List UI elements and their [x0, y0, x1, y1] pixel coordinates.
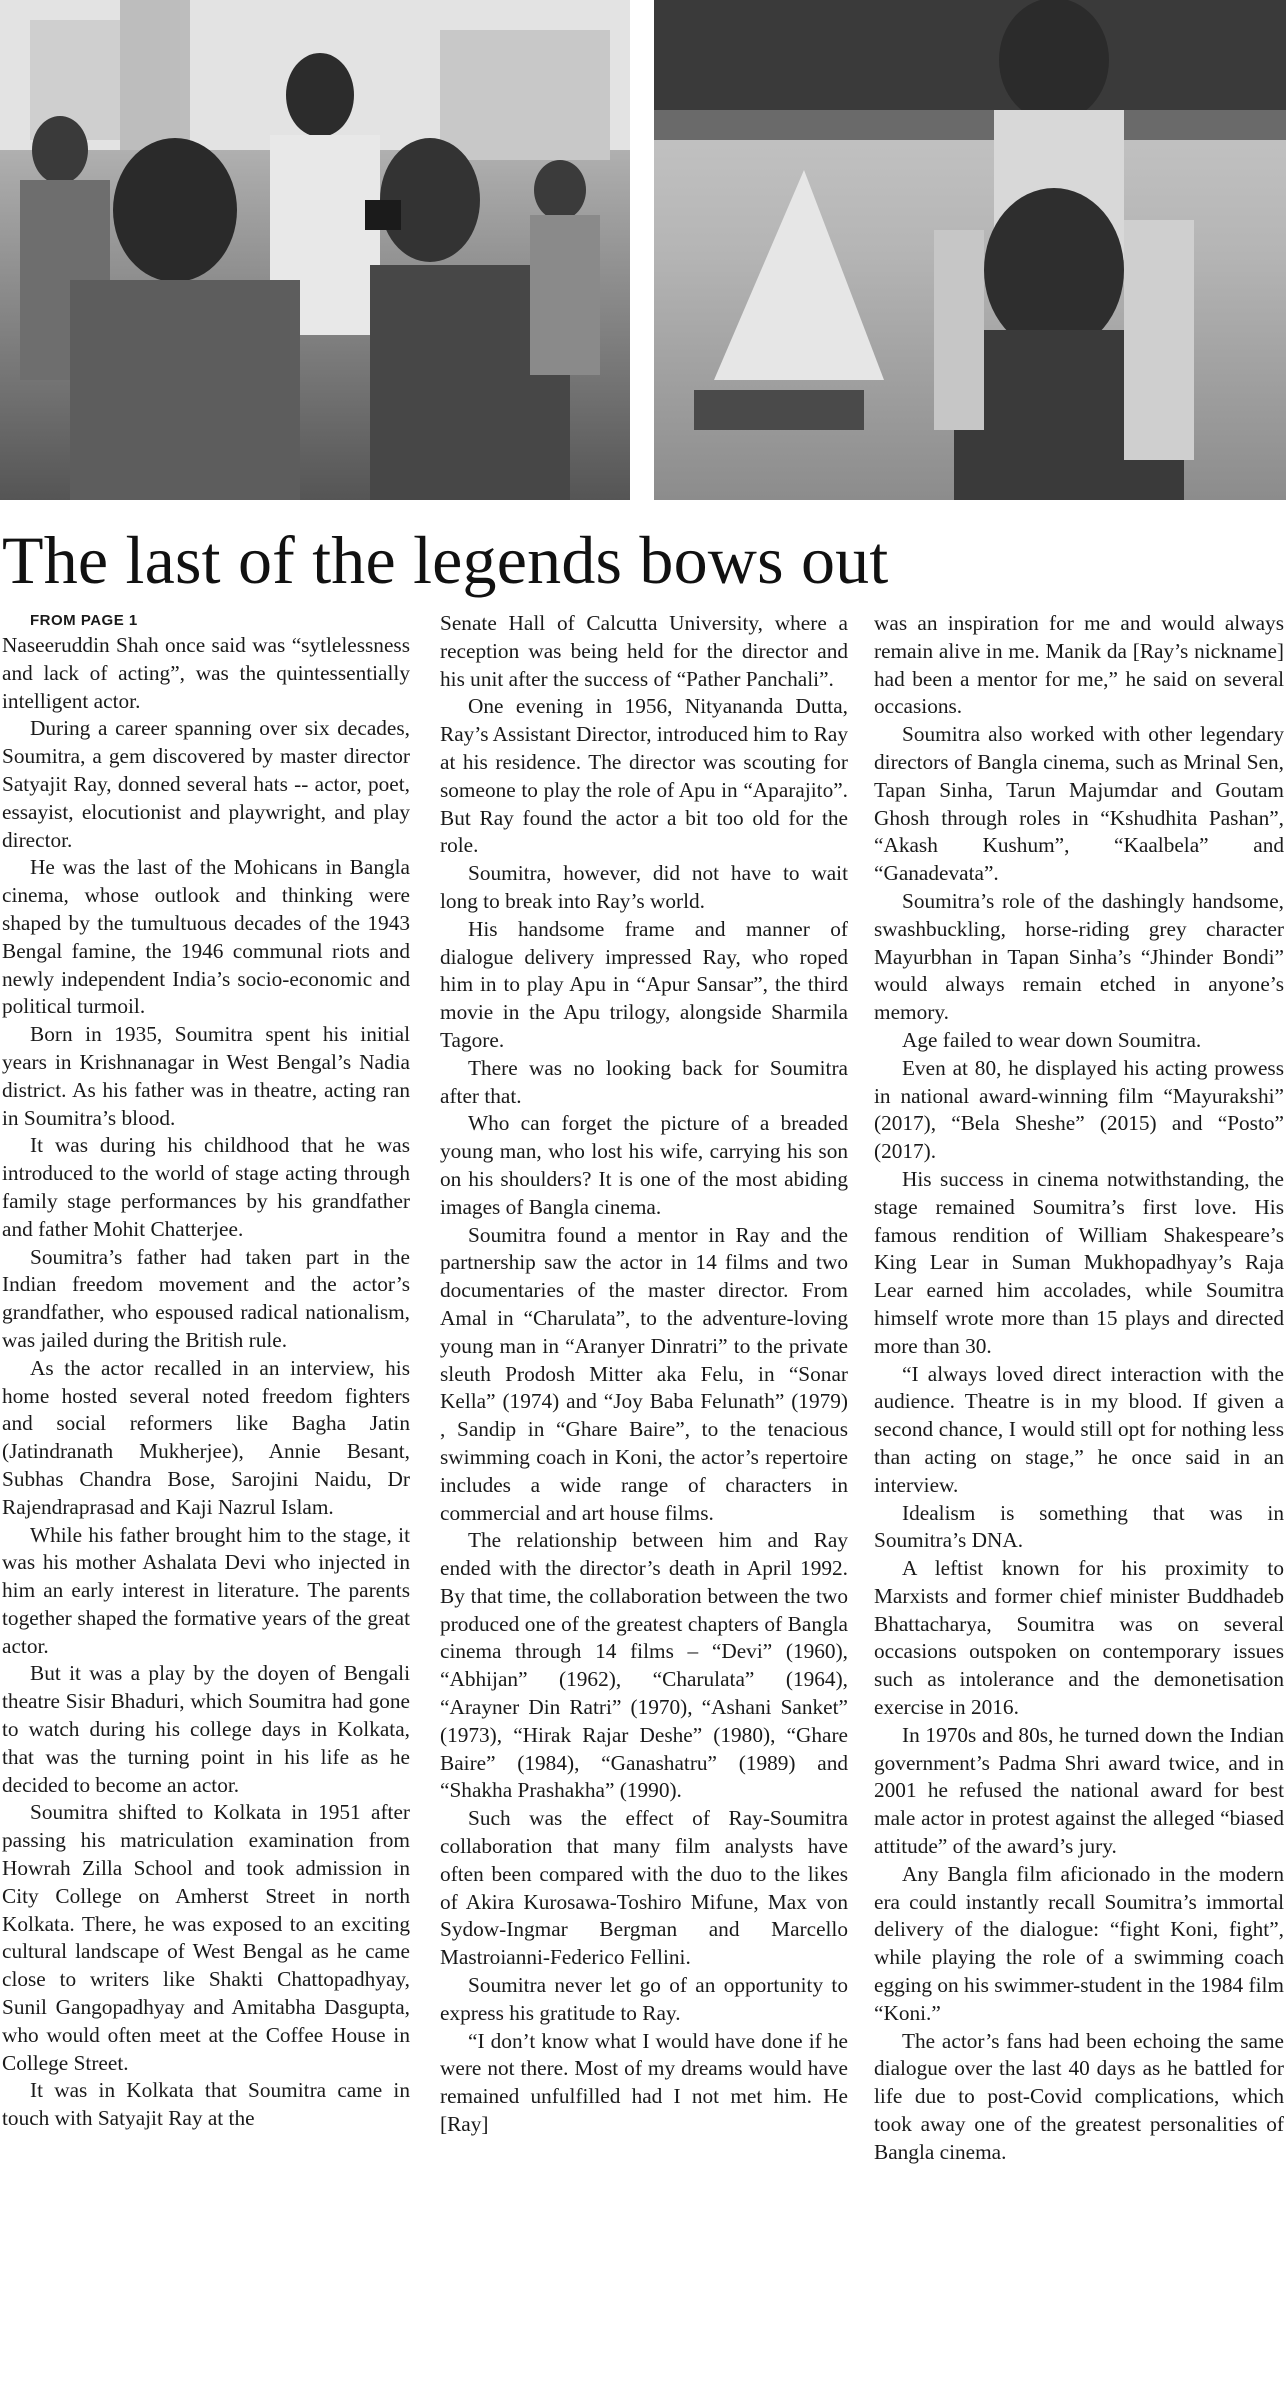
article-column-1: [2, 610, 410, 2390]
paragraph: Naseeruddin Shah once said was “sytlelessness and lack of acting”, was the quintessentially intelligent actor.: [2, 633, 410, 713]
paragraph: “I always loved direct interaction with the audience. Theatre is in my blood. If given a second chance, I would still opt for nothing less than acting on stage,” he once said in an interview.: [874, 1361, 1284, 1497]
paragraph: Age failed to wear down Soumitra.: [902, 1027, 1202, 1052]
paragraph: A leftist known for his proximity to Marxists and former chief minister Buddhadeb Bhattacharya, Soumitra was on several occasions outspoken on contemporary issues such as intolerance and the demonetisation exercise in 2016.: [874, 1556, 1284, 1720]
paragraph: Such was the effect of Ray-Soumitra collaboration that many film analysts have often been compared with the duo to the likes of Akira Kurosawa-Toshiro Mifune, Max von Sydow-Ingmar Bergman and Marcello Mastroianni-Federico Fellini.: [440, 1806, 848, 1970]
article-column-2: [440, 610, 848, 2390]
dateline: FROM PAGE 1: [30, 612, 138, 629]
paragraph: Soumitra also worked with other legendary directors of Bangla cinema, such as Mrinal Sen, Tapan Sinha, Tarun Majumdar and Goutam Ghosh through roles in “Kshudhita Pashan”, “Akash Kushum”, “Kaalbela” and “Ganadevata”.: [874, 722, 1284, 886]
apu-sansar-still-image: [654, 0, 1286, 500]
paragraph: Soumitra’s father had taken part in the Indian freedom movement and the actor’s grandfather, who espoused radical nationalism, was jailed during the British rule.: [2, 1244, 410, 1352]
paragraph: He was the last of the Mohicans in Bangla cinema, whose outlook and thinking were shaped by the tumultuous decades of the 1943 Bengal famine, the 1946 communal riots and newly independent India’s socio-economic and political turmoil.: [2, 855, 410, 1019]
paragraph: Soumitra’s role of the dashingly handsome, swashbuckling, horse-riding grey character Mayurbhan in Tapan Sinha’s “Jhinder Bondi” would always remain etched in anyone’s memory.: [874, 888, 1284, 1025]
paragraph: Soumitra never let go of an opportunity to express his gratitude to Ray.: [440, 1973, 848, 2025]
paragraph: “I don’t know what I would have done if he were not there. Most of my dreams would have remained unfulfilled had I not met him. He [Ray]: [440, 2028, 848, 2137]
paragraph: While his father brought him to the stage, it was his mother Ashalata Devi who injected in him an early interest in literature. The parents together shaped the formative years of the great actor.: [2, 1522, 410, 1658]
paragraph: The actor’s fans had been echoing the same dialogue over the last 40 days as he battled for life due to post-Covid complications, which took away one of the greatest personalities of Bangla cinema.: [874, 2028, 1284, 2164]
film-set-photo-image: [0, 0, 630, 500]
paragraph: His success in cinema notwithstanding, the stage remained Soumitra’s first love. His famous rendition of William Shakespeare’s King Lear in Suman Mukhopadhyay’s Raja Lear earned him accolades, while Soumitra himself wrote more than 15 plays and directed more than 30.: [874, 1166, 1284, 1358]
paragraph: Any Bangla film aficionado in the modern era could instantly recall Soumitra’s immortal delivery of the dialogue: “fight Koni, fight”, while playing the role of a swimming coach egging on his swimmer-student in the 1984 film “Koni.”: [874, 1861, 1284, 2025]
paragraph: As the actor recalled in an interview, his home hosted several noted freedom fighters and social reformers like Bagha Jatin (Jatindranath Mukherjee), Annie Besant, Subhas Chandra Bose, Sarojini Naidu, Dr Rajendraprasad and Kaji Nazrul Islam.: [2, 1355, 410, 1519]
paragraph: Who can forget the picture of a breaded young man, who lost his wife, carrying his son on his shoulders? It is one of the most abiding images of Bangla cinema.: [440, 1111, 848, 1219]
paragraph: Soumitra shifted to Kolkata in 1951 after passing his matriculation examination from Howrah Zilla School and took admission in City College on Amherst Street in north Kolkata. There, he was exposed to an exciting cultural landscape of West Bengal as he came close to writers like Shakti Chattopadhyay, Sunil Gangopadhyay and Amitabha Dasgupta, who would often meet at the Coffee House in College Street.: [2, 1800, 410, 2075]
paragraph: Soumitra, however, did not have to wait long to break into Ray’s world.: [440, 861, 848, 913]
paragraph: was an inspiration for me and would always remain alive in me. Manik da [Ray’s nickname] had been a mentor for me,” he said on several occasions.: [874, 611, 1284, 719]
article-column-3: [874, 610, 1284, 2390]
paragraph: There was no looking back for Soumitra after that.: [440, 1055, 848, 1108]
apu-sansar-still-photo: [654, 0, 1286, 500]
paragraph: Soumitra found a mentor in Ray and the partnership saw the actor in 14 films and two documentaries of the master director. From Amal in “Charulata”, to the adventure-loving young man in “Aranyer Dinratri” to the private sleuth Prodosh Mitter aka Felu, in “Sonar Kella” (1974) and “Joy Baba Felunath” (1979) , Sandip in “Ghare Baire”, to the tenacious swimming coach in Koni, the actor’s repertoire includes a wide range of characters in commercial and art house films.: [440, 1222, 848, 1525]
paragraph: His handsome frame and manner of dialogue delivery impressed Ray, who roped him in to play Apu in “Apur Sansar”, the third movie in the Apu trilogy, alongside Sharmila Tagore.: [440, 916, 848, 1052]
paragraph: The relationship between him and Ray ended with the director’s death in April 1992. By that time, the collaboration between the two produced one of the greatest chapters of Bangla cinema through 14 films – “Devi” (1960), “Abhijan” (1962), “Charulata” (1964), “Arayner Din Ratri” (1970), “Ashani Sanket” (1973), “Hirak Rajar Deshe” (1980), “Ghare Baire” (1984), “Ganashatru” (1989) and “Shakha Prashakha” (1990).: [440, 1528, 848, 1803]
paragraph: But it was a play by the doyen of Bengali theatre Sisir Bhaduri, which Soumitra had gone to watch during his college days in Kolkata, that was the turning point in his life as he decided to become an actor.: [2, 1661, 410, 1797]
paragraph: Born in 1935, Soumitra spent his initial years in Krishnanagar in West Bengal’s Nadia district. As his father was in theatre, acting ran in Soumitra’s blood.: [2, 1022, 410, 1130]
photo-strip: [0, 0, 1286, 500]
paragraph: One evening in 1956, Nityananda Dutta, Ray’s Assistant Director, introduced him to Ray at his residence. The director was scouting for someone to play the role of Apu in “Aparajito”. But Ray found the actor a bit too old for the role.: [440, 694, 848, 858]
headline: The last of the legends bows out: [2, 522, 889, 598]
paragraph: It was in Kolkata that Soumitra came in touch with Satyajit Ray at the: [2, 2078, 410, 2131]
paragraph: Even at 80, he displayed his acting prowess in national award-winning film “Mayurakshi” (2017), “Bela Sheshe” (2015) and “Posto” (2017).: [874, 1055, 1284, 1164]
film-set-photo: [0, 0, 630, 500]
paragraph: It was during his childhood that he was introduced to the world of stage acting through family stage performances by his grandfather and father Mohit Chatterjee.: [2, 1133, 410, 1241]
paragraph: Senate Hall of Calcutta University, where a reception was being held for the director and his unit after the success of “Pather Panchali”.: [440, 611, 848, 691]
paragraph: Idealism is something that was in Soumitra’s DNA.: [874, 1500, 1284, 1553]
paragraph: During a career spanning over six decades, Soumitra, a gem discovered by master director Satyajit Ray, donned several hats -- actor, poet, essayist, elocutionist and playwright, and play director.: [2, 716, 410, 852]
paragraph: In 1970s and 80s, he turned down the Indian government’s Padma Shri award twice, and in 2001 he refused the national award for best male actor in protest against the alleged “biased attitude” of the award’s jury.: [874, 1722, 1284, 1859]
